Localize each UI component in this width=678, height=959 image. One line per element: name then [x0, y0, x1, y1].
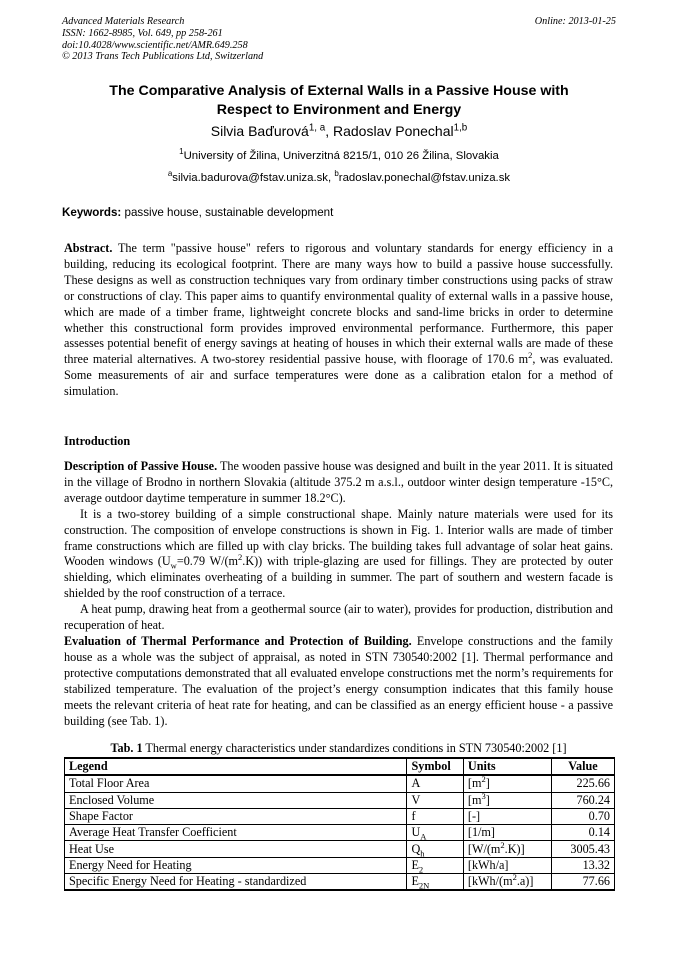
copyright: © 2013 Trans Tech Publications Ltd, Switzerland — [62, 51, 264, 63]
cell-symbol — [407, 825, 463, 841]
units-b: ] — [485, 792, 490, 807]
cell-legend: Average Heat Transfer Coefficient — [65, 825, 407, 841]
cell-units — [463, 775, 551, 792]
abstract-text-2: , was evaluated. Some measurements of air and surface temperatures were done as a calibration etalon for a method of simulation. — [64, 352, 613, 399]
units-a: [-] — [467, 809, 481, 824]
paragraph-description-label: Description of Passive House. — [64, 459, 218, 473]
paragraph-heat-pump: A heat pump, drawing heat from a geothermal source (air to water), provides for production, distribution and recuperation of heat. — [64, 602, 613, 633]
cell-symbol — [407, 841, 463, 857]
cell-units — [463, 825, 551, 841]
header-value: Value — [551, 758, 614, 775]
cell-value: 3005.43 — [551, 841, 614, 857]
author-2: Radoslav Ponechal — [332, 123, 454, 139]
paragraph-evaluation-text: Envelope constructions and the family house as a whole was the subject of appraisal, as noted in STN 730540:2002 [1]. Thermal performance and protective computations demonstrated that all evaluated envelope constructions met the norm’s requirements for stabilized temperature. The evaluation of the project’s energy consumption indicates that this family house meets the relevant criteria of heat rate for heating, and can be classified as an energy efficient house - a passive building (see Tab. 1). — [64, 633, 613, 728]
introduction-body — [64, 459, 613, 729]
units-b: .K)] — [504, 841, 525, 856]
symbol-main: f — [411, 809, 416, 824]
table-row — [65, 775, 615, 792]
cell-symbol — [407, 857, 463, 873]
journal-name: Advanced Materials Research — [62, 16, 185, 27]
table-caption-text: Thermal energy characteristics under standardizes conditions in STN 730540:2002 [1] — [142, 741, 567, 755]
units-a: [m — [467, 792, 482, 807]
cell-legend: Shape Factor — [65, 808, 407, 824]
abstract-text-1: The term "passive house" refers to rigorous and voluntary standards for energy efficiency in a building, reducing its ecological footprint. There are many ways how to build a passive house successfully. These designs as well as construction techniques vary from ordinary timber constructions using packs of straw or constructions of clay. This paper aims to quantify environmental quality of external walls in a passive house, which are made of a timber frame, lightweight concrete blocks and sand-lime bricks in order to determine whether this constructional form provides improved environmental performance. Furthermore, this paper assesses potential benefit of energy savings at heating of houses in which their external walls are made of these three material alternatives. A two-storey residential passive house, with floorage of 170.6 m — [64, 241, 613, 367]
cell-value: 0.14 — [551, 825, 614, 841]
units-a: [1/m] — [467, 825, 495, 840]
paragraph-construction — [64, 507, 613, 602]
abstract-label: Abstract. — [64, 241, 113, 255]
paper-title — [62, 82, 616, 120]
author-separator: , — [325, 123, 333, 139]
header-legend: Legend — [65, 758, 407, 775]
cell-symbol — [407, 792, 463, 808]
cell-symbol — [407, 874, 463, 891]
table-row — [65, 808, 615, 824]
cell-value: 225.66 — [551, 775, 614, 792]
keywords — [62, 206, 616, 220]
abstract-sup: 2 — [528, 350, 533, 361]
units-a: [kWh/(m — [467, 874, 513, 889]
paragraph-evaluation-label: Evaluation of Thermal Performance and Protection of Building. — [64, 633, 412, 648]
units-sup: 2 — [481, 774, 486, 785]
authors — [62, 123, 616, 140]
symbol-main: E — [411, 874, 419, 889]
units-sup: 3 — [481, 790, 486, 801]
title-line-1: The Comparative Analysis of External Walls in a Passive House with — [109, 83, 569, 99]
keywords-text: passive house, sustainable development — [121, 206, 334, 219]
units-b: ] — [485, 776, 490, 791]
table-row — [65, 841, 615, 857]
running-header — [62, 16, 263, 63]
online-date: Online: 2013-01-25 — [534, 16, 616, 27]
symbol-sub: 2 — [418, 864, 424, 875]
cell-units — [463, 857, 551, 873]
title-line-2: Respect to Environment and Energy — [216, 102, 462, 118]
units-sup: 2 — [500, 839, 505, 850]
paragraph-description — [64, 459, 613, 507]
symbol-sub: A — [420, 831, 427, 842]
units-sup: 2 — [512, 872, 517, 883]
symbol-sub: 2N — [418, 880, 430, 891]
cell-legend: Enclosed Volume — [65, 792, 407, 808]
cell-units — [463, 841, 551, 857]
paragraph-description-text: The wooden passive house was designed and built in the year 2011. It is situated in the village of Brodno in northern Slovakia (altitude 375.2 m a.s.l., outdoor winter design temperature -15°C, average outdoor daytime temperature in summer 18.2°C). — [64, 459, 613, 505]
author-1: Silvia Baďurová — [210, 123, 309, 139]
issn: ISSN: 1662-8985, Vol. 649, pp 258-261 — [62, 27, 223, 39]
cell-legend: Specific Energy Need for Heating - standardized — [65, 874, 407, 891]
cell-value: 77.66 — [551, 874, 614, 891]
doi: doi:10.4028/www.scientific.net/AMR.649.258 — [62, 39, 248, 51]
symbol-main: V — [411, 792, 421, 807]
affiliation-sup: 1 — [179, 147, 184, 157]
email-a-sup: a — [167, 169, 173, 179]
author-1-sup: 1, a — [308, 122, 326, 134]
cell-legend: Energy Need for Heating — [65, 857, 407, 873]
table-row — [65, 857, 615, 873]
cell-symbol — [407, 775, 463, 792]
p2-sup: 2 — [238, 552, 243, 563]
symbol-sub: h — [420, 848, 425, 859]
cell-units — [463, 874, 551, 891]
cell-legend: Heat Use — [65, 841, 407, 857]
p2-text-a: It is a two-storey building of a simple constructional shape. Mainly nature materials were used for its construction. The composition of envelope constructions is shown in Fig. 1. Interior walls are made of timber frame constructions which are filled up with clay bricks. The building takes full advantage of solar heat gains. Wooden windows (U — [64, 506, 613, 569]
table-caption — [64, 741, 613, 756]
affiliation-text: University of Žilina, Univerzitná 8215/1, 010 26 Žilina, Slovakia — [183, 150, 499, 162]
email-b[interactable]: radoslav.ponechal@fstav.uniza.sk — [338, 172, 511, 184]
email-b-sup: b — [334, 169, 339, 179]
author-2-sup: 1,b — [453, 122, 468, 134]
p2-sub: w — [170, 560, 177, 571]
symbol-main: U — [411, 825, 421, 840]
cell-value: 0.70 — [551, 808, 614, 824]
table-header-row — [65, 758, 615, 775]
symbol-main: A — [411, 776, 421, 791]
table-row — [65, 874, 615, 891]
header-units: Units — [463, 758, 551, 775]
email-separator: , — [328, 172, 335, 184]
units-a: [W/(m — [467, 841, 501, 856]
units-b: .a)] — [516, 874, 534, 889]
cell-units — [463, 792, 551, 808]
cell-value: 13.32 — [551, 857, 614, 873]
paragraph-evaluation — [64, 634, 613, 729]
table-row — [65, 792, 615, 808]
section-heading-introduction: Introduction — [64, 434, 131, 448]
p2-text-b: =0.79 W/(m — [176, 554, 238, 569]
keywords-label: Keywords: — [62, 206, 122, 219]
table-caption-label: Tab. 1 — [110, 741, 143, 755]
units-a: [kWh/a] — [467, 857, 509, 872]
cell-legend: Total Floor Area — [65, 775, 407, 792]
emails — [62, 171, 616, 185]
symbol-main: E — [411, 857, 419, 872]
header-symbol: Symbol — [407, 758, 463, 775]
email-a[interactable]: silvia.badurova@fstav.uniza.sk — [172, 172, 328, 184]
affiliation — [62, 149, 616, 163]
p2-text-c: .K)) with triple-glazing are used for fillings. They are protected by outer shielding, which eliminates overheating of a building in summer. The part of southern and western facade is shielded by the roof construction of a terrace. — [64, 554, 613, 601]
table-row — [65, 825, 615, 841]
cell-symbol — [407, 808, 463, 824]
symbol-main: Q — [411, 841, 421, 856]
cell-units — [463, 808, 551, 824]
abstract — [64, 241, 613, 400]
cell-value: 760.24 — [551, 792, 614, 808]
units-a: [m — [467, 776, 482, 791]
thermal-energy-table — [64, 757, 615, 891]
